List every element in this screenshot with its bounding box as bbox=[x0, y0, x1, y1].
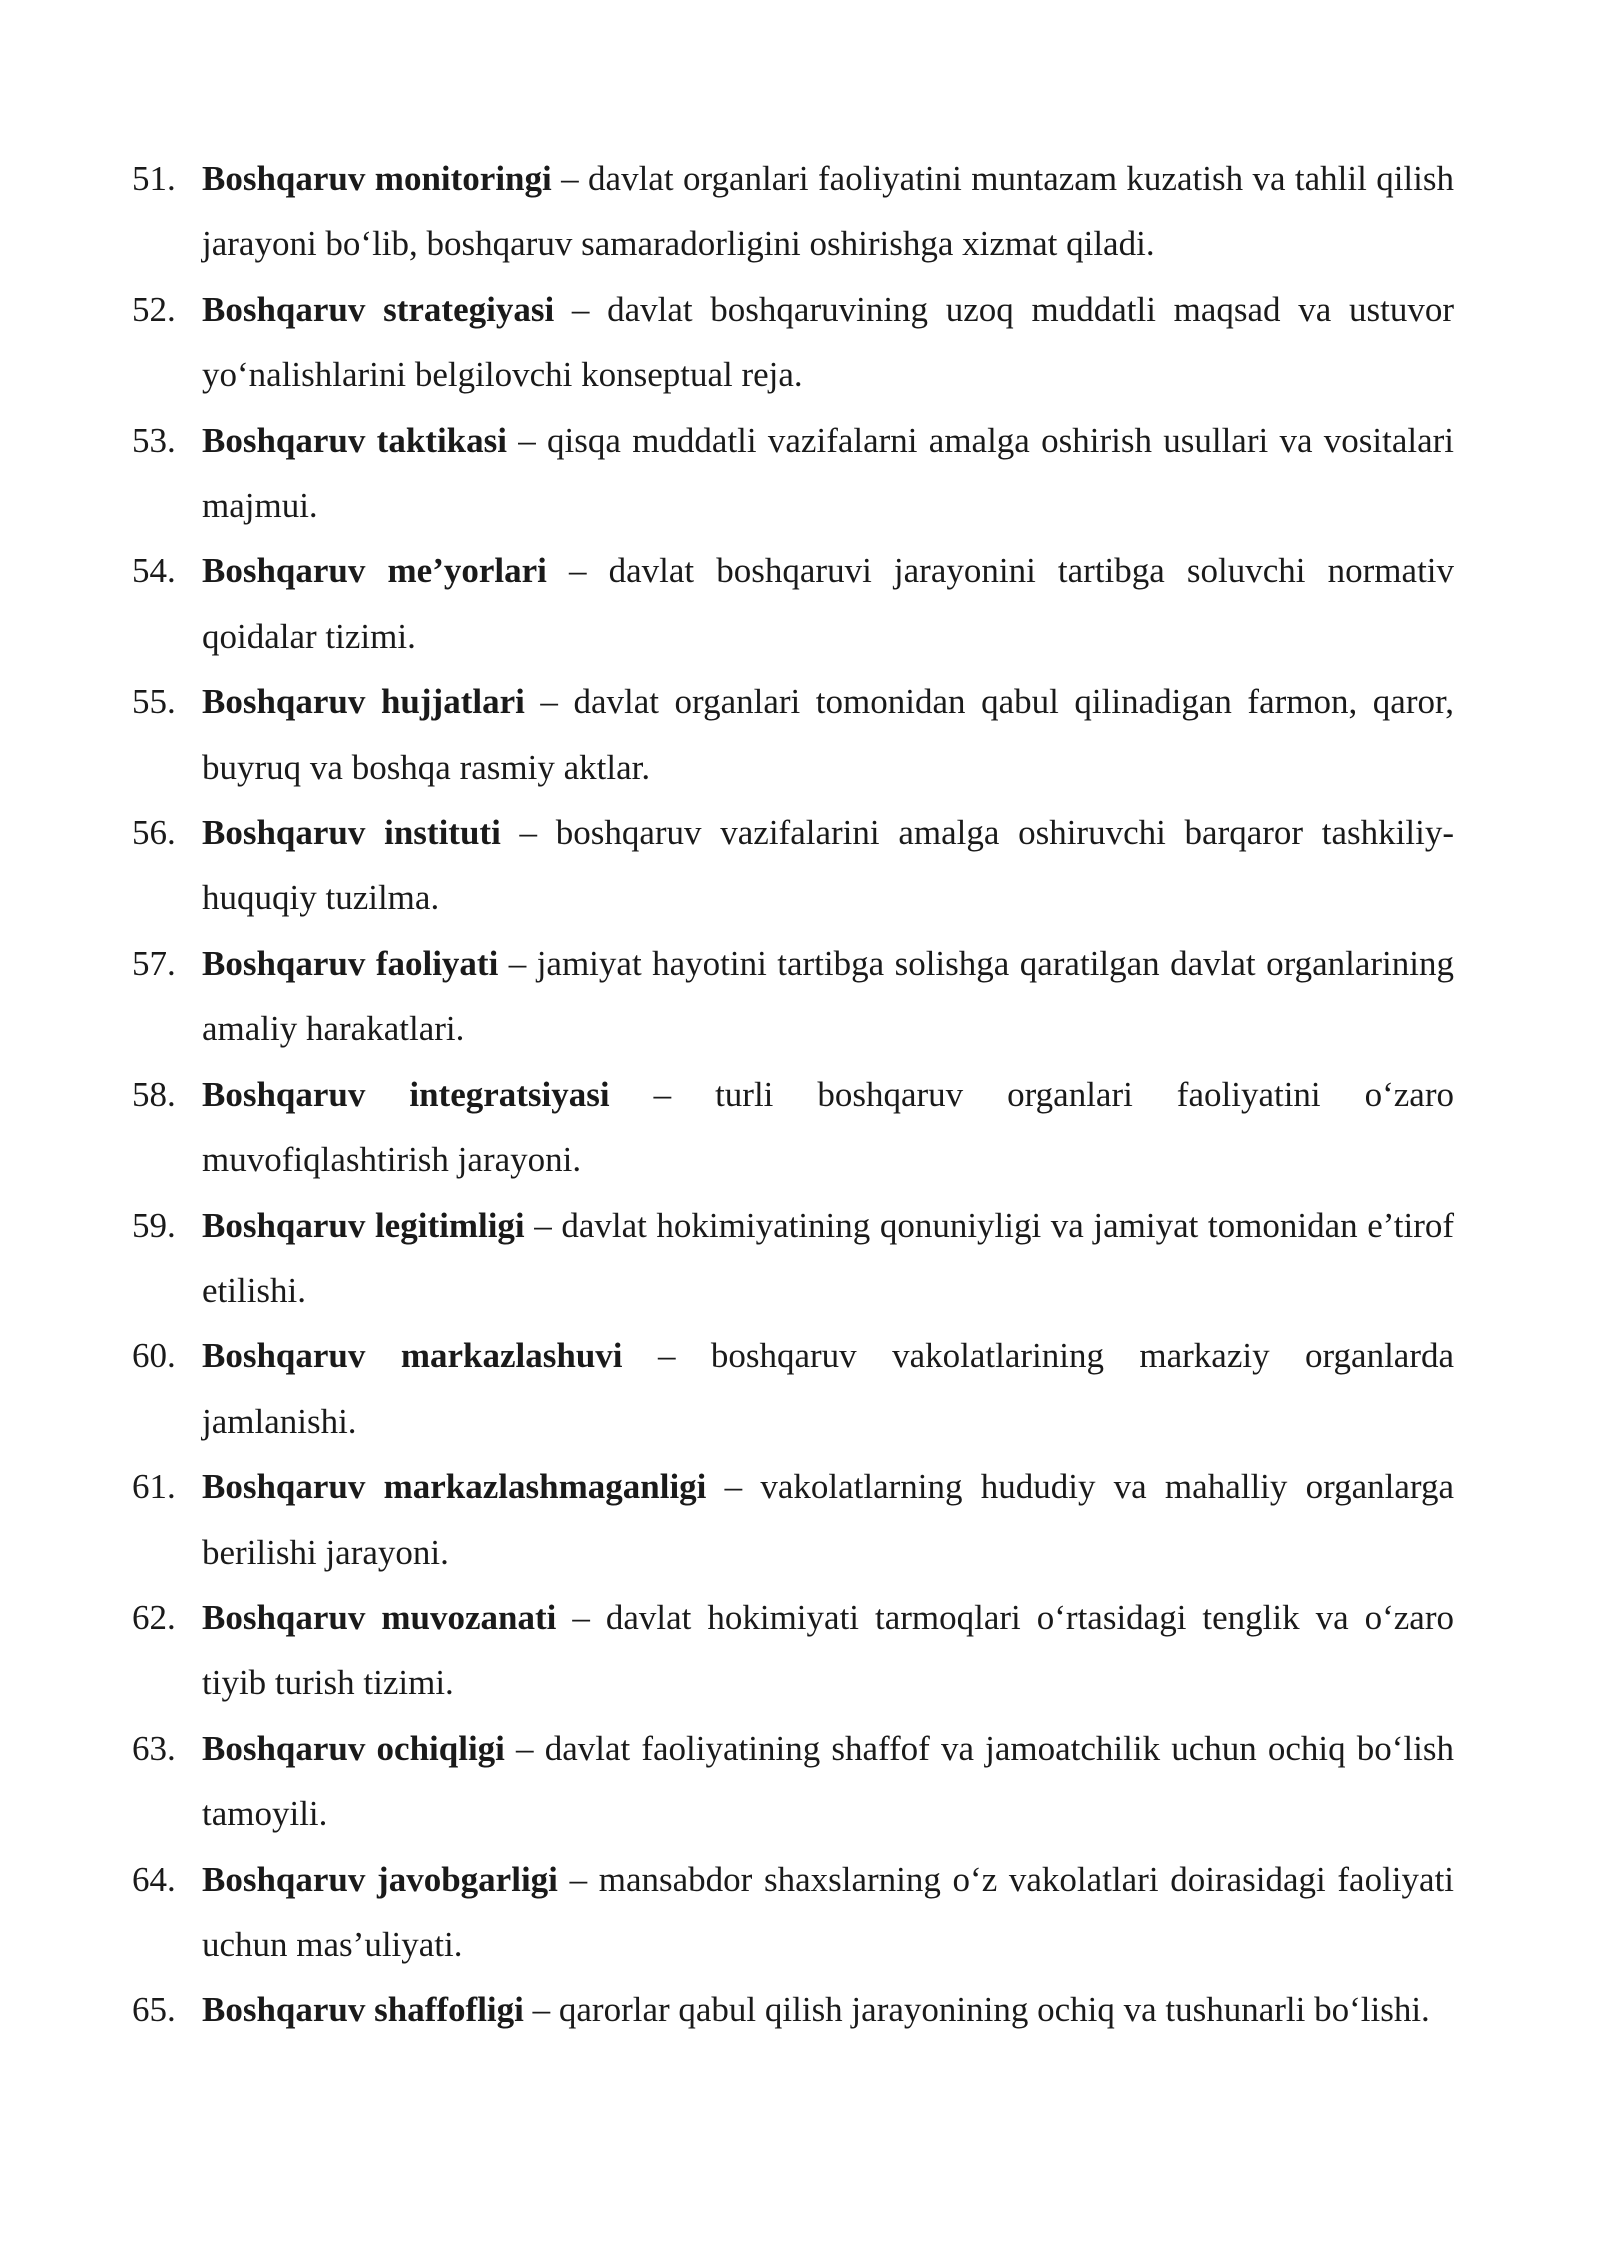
term-name: Boshqaruv taktikasi bbox=[202, 420, 507, 460]
term-dash: – bbox=[519, 813, 538, 853]
term-dash: – bbox=[508, 943, 527, 983]
item-number: 65. bbox=[132, 1990, 176, 2030]
term-definition: boshqaruv vazifalarini amalga oshiruvchi barqaror tashkiliy-huquqiy tuzilma. bbox=[202, 813, 1454, 918]
item-number: 54. bbox=[132, 551, 176, 591]
term-dash: – bbox=[516, 1728, 534, 1768]
glossary-item bbox=[132, 1977, 1454, 2042]
glossary-item bbox=[132, 800, 1454, 931]
term-definition: davlat hokimiyatining qonuniyligi va jamiyat tomonidan e’tirof etilishi. bbox=[202, 1205, 1455, 1310]
glossary-item bbox=[132, 1323, 1454, 1454]
term-definition: turli boshqaruv organlari faoliyatini o‘zaro muvofiqlashtirish jarayoni. bbox=[202, 1074, 1454, 1180]
item-number: 56. bbox=[132, 813, 176, 853]
term-definition: jamiyat hayotini tartibga solishga qaratilgan davlat organlarining amaliy harakatlari. bbox=[202, 943, 1454, 1049]
term-dash: – bbox=[657, 1336, 676, 1376]
glossary-item bbox=[132, 146, 1454, 277]
item-number: 57. bbox=[132, 943, 176, 983]
term-dash: – bbox=[534, 1205, 552, 1245]
term-dash: – bbox=[569, 551, 587, 591]
term-name: Boshqaruv markazlashmaganligi bbox=[202, 1467, 707, 1507]
term-definition: mansabdor shaxslarning o‘z vakolatlari doirasidagi faoliyati uchun mas’uliyati. bbox=[202, 1859, 1455, 1964]
term-dash: – bbox=[569, 1859, 588, 1899]
item-number: 59. bbox=[132, 1205, 176, 1245]
term-name: Boshqaruv me’yorlari bbox=[202, 551, 547, 591]
term-definition: vakolatlarning hududiy va mahalliy organlarga berilishi jarayoni. bbox=[202, 1467, 1454, 1572]
term-dash: – bbox=[724, 1467, 743, 1507]
term-definition: davlat organlari faoliyatini muntazam kuzatish va tahlil qilish jarayoni bo‘lib, boshqaruv samaradorligini oshirishga xizmat qiladi. bbox=[202, 159, 1454, 264]
item-number: 63. bbox=[132, 1728, 176, 1768]
term-name: Boshqaruv ochiqligi bbox=[202, 1728, 505, 1768]
term-dash: – bbox=[653, 1074, 672, 1114]
item-number: 55. bbox=[132, 682, 176, 722]
term-name: Boshqaruv integratsiyasi bbox=[202, 1074, 610, 1114]
term-dash: – bbox=[571, 289, 590, 329]
term-dash: – bbox=[561, 159, 579, 198]
term-name: Boshqaruv javobgarligi bbox=[202, 1859, 558, 1899]
item-number: 64. bbox=[132, 1859, 176, 1899]
term-dash: – bbox=[518, 420, 536, 460]
term-name: Boshqaruv muvozanati bbox=[202, 1597, 557, 1637]
term-definition: qarorlar qabul qilish jarayonining ochiq va tushunarli bo‘lishi. bbox=[558, 1990, 1430, 2030]
glossary-item bbox=[132, 1062, 1454, 1193]
glossary-list bbox=[132, 146, 1454, 2043]
term-dash: – bbox=[532, 1990, 551, 2030]
item-number: 53. bbox=[132, 420, 176, 460]
item-number: 58. bbox=[132, 1074, 176, 1114]
term-definition: davlat boshqaruvining uzoq muddatli maqsad va ustuvor yo‘nalishlarini belgilovchi konseptual reja. bbox=[202, 289, 1454, 395]
glossary-item bbox=[132, 1716, 1454, 1847]
term-name: Boshqaruv hujjatlari bbox=[202, 682, 525, 722]
term-name: Boshqaruv monitoringi bbox=[202, 159, 552, 198]
term-definition: davlat hokimiyati tarmoqlari o‘rtasidagi tenglik va o‘zaro tiyib turish tizimi. bbox=[202, 1597, 1454, 1703]
term-name: Boshqaruv markazlashuvi bbox=[202, 1336, 623, 1376]
term-definition: davlat boshqaruvi jarayonini tartibga soluvchi normativ qoidalar tizimi. bbox=[202, 551, 1455, 656]
term-dash: – bbox=[572, 1597, 590, 1637]
term-name: Boshqaruv faoliyati bbox=[202, 943, 499, 983]
term-dash: – bbox=[540, 682, 558, 722]
term-definition: boshqaruv vakolatlarining markaziy organlarda jamlanishi. bbox=[202, 1336, 1455, 1441]
term-name: Boshqaruv strategiyasi bbox=[202, 289, 555, 329]
glossary-item bbox=[132, 538, 1454, 669]
glossary-item bbox=[132, 931, 1454, 1062]
glossary-item bbox=[132, 1585, 1454, 1716]
item-number: 51. bbox=[132, 159, 176, 198]
term-definition: qisqa muddatli vazifalarni amalga oshirish usullari va vositalari majmui. bbox=[202, 420, 1455, 526]
item-number: 60. bbox=[132, 1336, 176, 1376]
item-number: 61. bbox=[132, 1467, 176, 1507]
item-number: 52. bbox=[132, 289, 176, 329]
glossary-item bbox=[132, 1847, 1454, 1978]
glossary-item bbox=[132, 669, 1454, 800]
glossary-item bbox=[132, 408, 1454, 539]
glossary-item bbox=[132, 277, 1454, 408]
item-number: 62. bbox=[132, 1597, 176, 1637]
glossary-item bbox=[132, 1193, 1454, 1324]
term-definition: davlat faoliyatining shaffof va jamoatchilik uchun ochiq bo‘lish tamoyili. bbox=[202, 1728, 1455, 1834]
term-definition: davlat organlari tomonidan qabul qilinadigan farmon, qaror, buyruq va boshqa rasmiy aktlar. bbox=[202, 682, 1454, 787]
glossary-item bbox=[132, 1454, 1454, 1585]
term-name: Boshqaruv legitimligi bbox=[202, 1205, 525, 1245]
term-name: Boshqaruv instituti bbox=[202, 813, 501, 853]
term-name: Boshqaruv shaffofligi bbox=[202, 1990, 524, 2030]
